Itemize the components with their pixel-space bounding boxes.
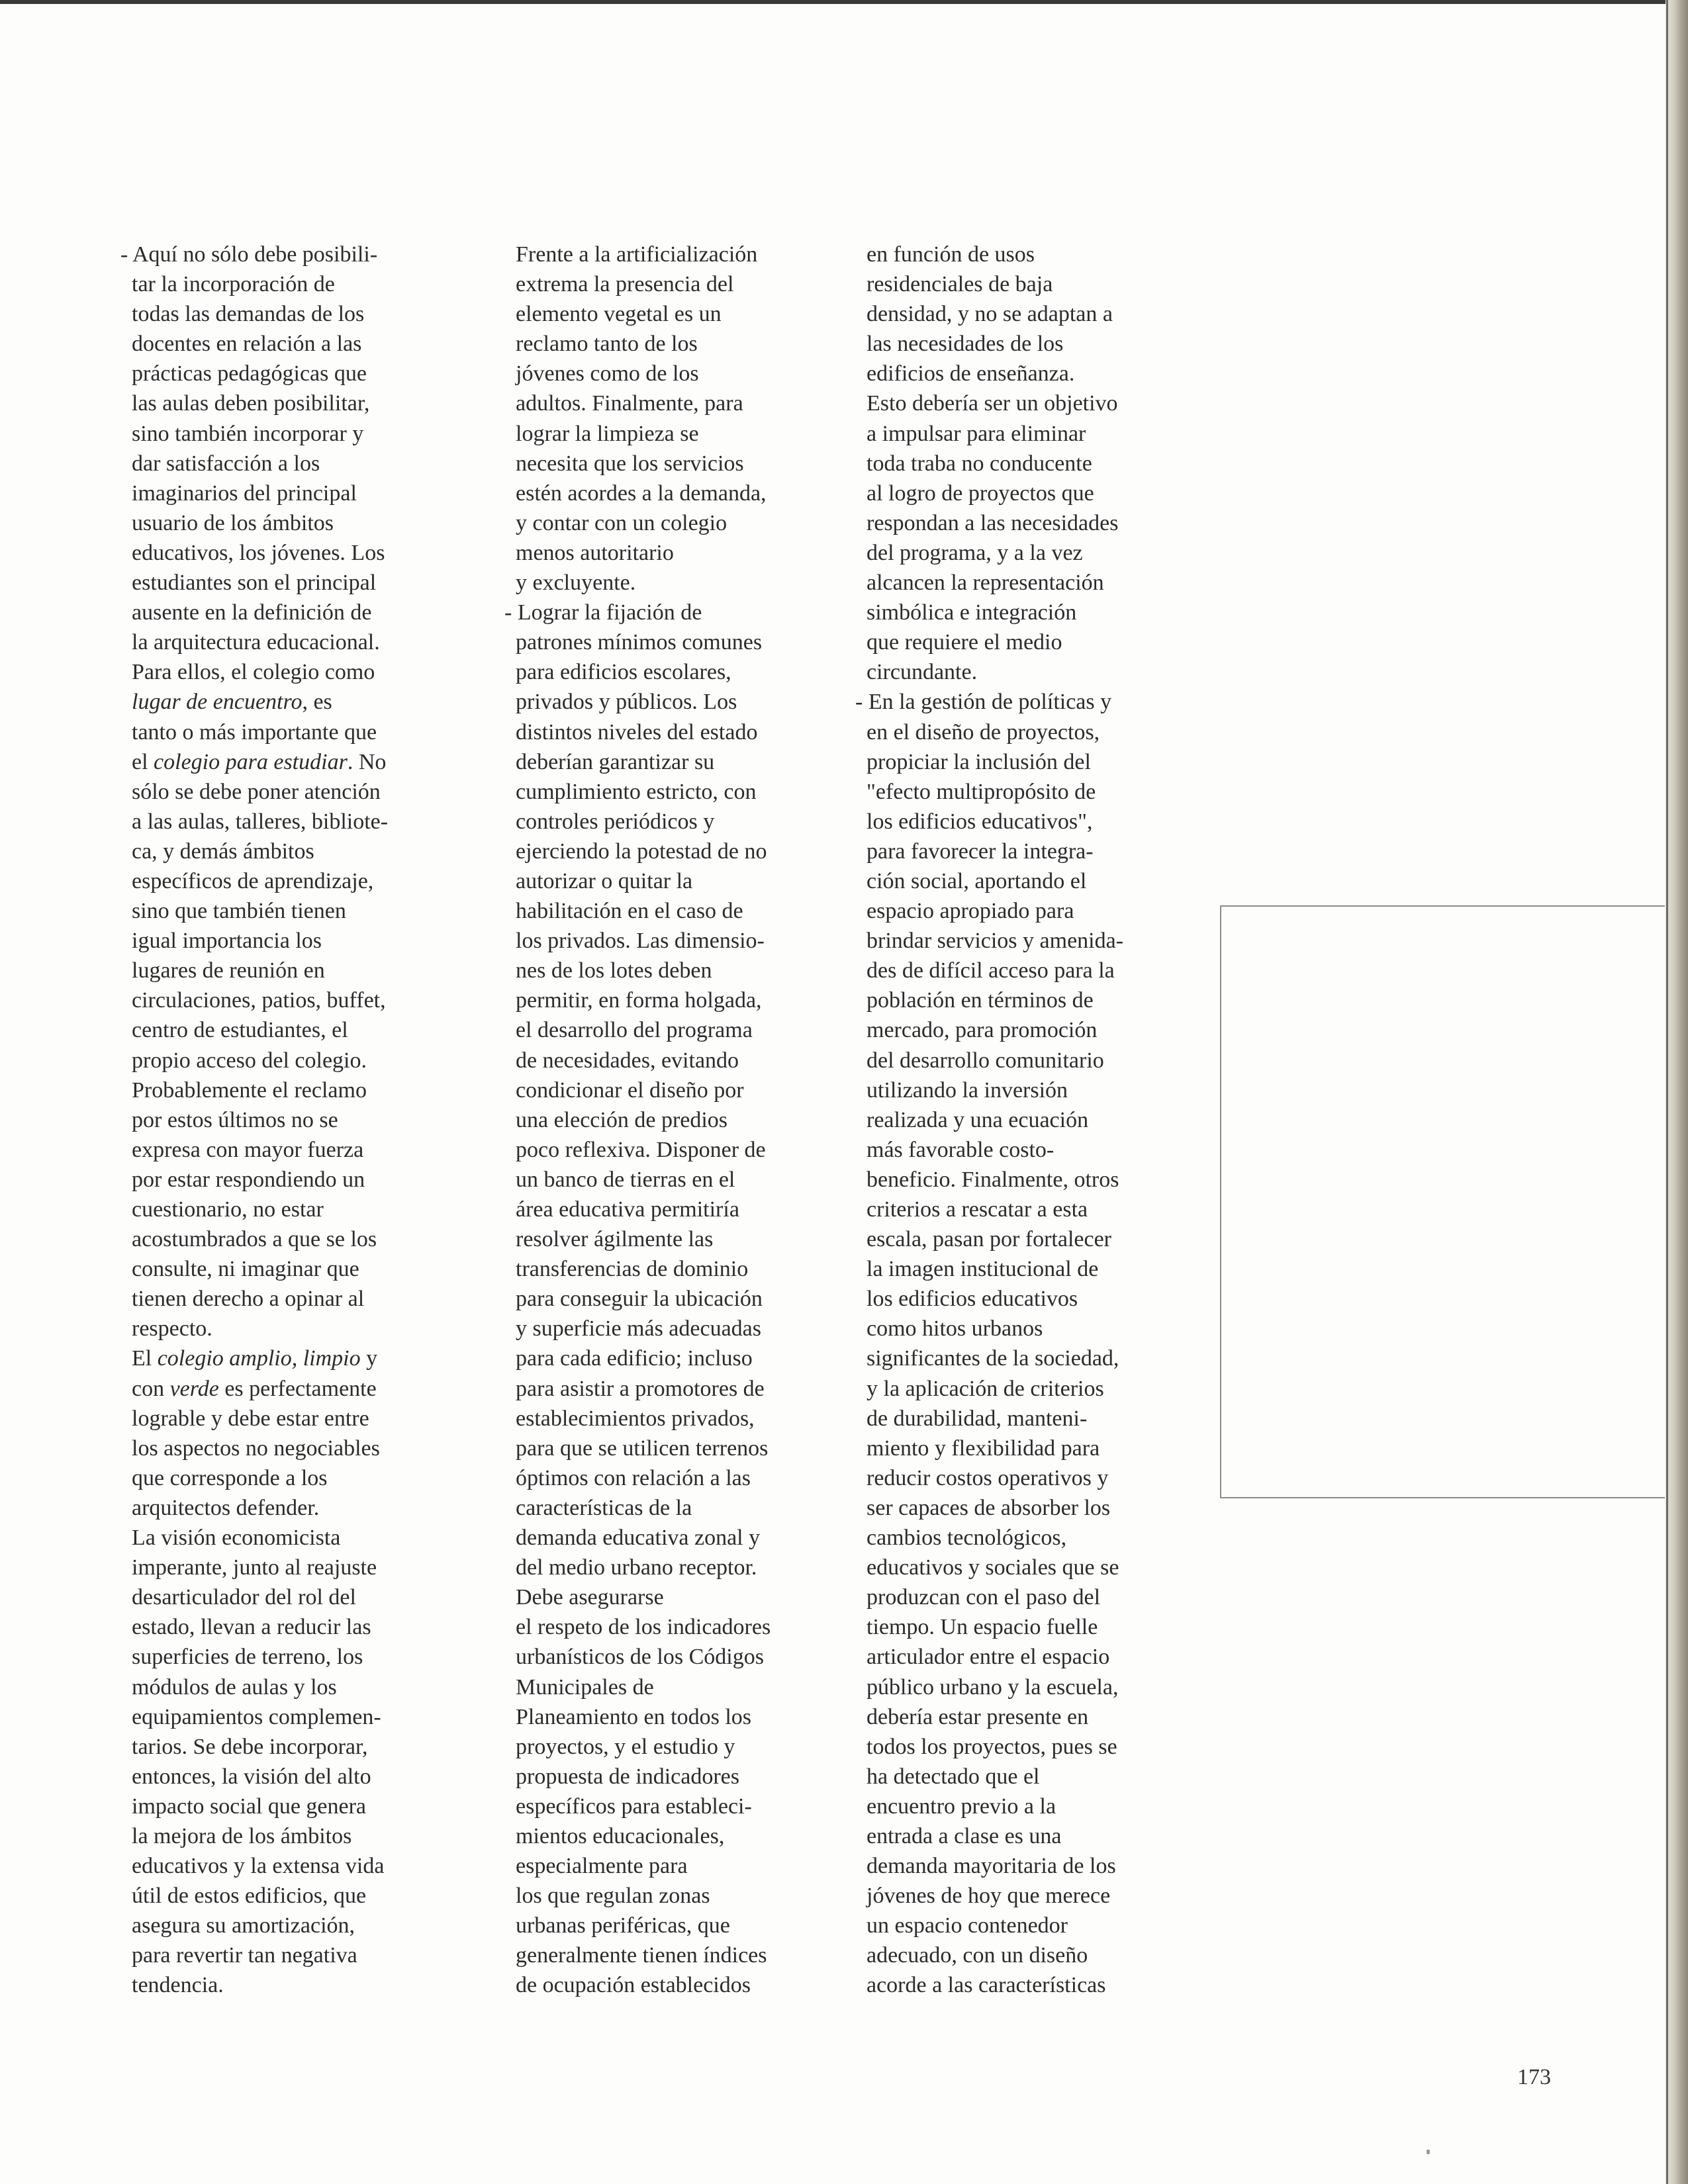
text-line: la imagen institucional de: [855, 1257, 1099, 1282]
text-line: el colegio para estudiar. No: [120, 749, 387, 774]
text-line: elemento vegetal es un: [504, 302, 722, 327]
text-line: por estos últimos no se: [120, 1107, 338, 1132]
text-column-2: [504, 240, 829, 2001]
text-line: cuestionario, no estar: [120, 1197, 324, 1222]
text-line: ha detectado que el: [855, 1764, 1040, 1789]
text-line: educativos y sociales que se: [855, 1555, 1119, 1580]
text-line: La visión economicista: [120, 1525, 341, 1551]
text-line: Planeamiento en todos los: [504, 1704, 752, 1729]
text-line: propio acceso del colegio.: [120, 1048, 367, 1073]
text-line: todas las demandas de los: [120, 302, 365, 327]
text-line: y contar con un colegio: [504, 510, 727, 535]
text-line: beneficio. Finalmente, otros: [855, 1167, 1119, 1192]
text-line: el respeto de los indicadores: [504, 1615, 771, 1640]
text-line: circulaciones, patios, buffet,: [120, 988, 386, 1013]
page-binding-edge: [1665, 0, 1688, 2184]
text-line: especialmente para: [504, 1854, 688, 1879]
text-line: en función de usos: [855, 242, 1035, 267]
text-line: para favorecer la integra-: [855, 839, 1094, 864]
text-line: la arquitectura educacional.: [120, 630, 380, 655]
text-line: circundante.: [855, 660, 978, 685]
text-line: consulte, ni imaginar que: [120, 1257, 359, 1282]
text-line: Para ellos, el colegio como: [120, 660, 375, 685]
text-line: extrema la presencia del: [504, 272, 734, 297]
text-line: urbanísticos de los Códigos: [504, 1645, 764, 1670]
text-line: utilizando la inversión: [855, 1077, 1068, 1103]
text-line: equipamientos complemen-: [120, 1704, 381, 1729]
text-line: imperante, junto al reajuste: [120, 1555, 377, 1580]
text-line: como hitos urbanos: [855, 1316, 1043, 1342]
text-line: tanto o más importante que: [120, 719, 377, 745]
text-line: un banco de tierras en el: [504, 1167, 735, 1192]
text-line: en el diseño de proyectos,: [855, 719, 1100, 745]
text-line: para asistir a promotores de: [504, 1376, 765, 1401]
text-line: área educativa permitiría: [504, 1197, 739, 1222]
text-line: asegura su amortización,: [120, 1913, 355, 1938]
text-line: propiciar la inclusión del: [855, 749, 1091, 774]
text-line: criterios a rescatar a esta: [855, 1197, 1088, 1222]
text-line: para conseguir la ubicación: [504, 1287, 763, 1312]
text-line: imaginarios del principal: [120, 480, 357, 506]
text-line: y excluyente.: [504, 570, 636, 596]
text-line: todos los proyectos, pues se: [855, 1734, 1117, 1759]
text-line: demanda educativa zonal y: [504, 1525, 761, 1551]
text-line: simbólica e integración: [855, 600, 1077, 625]
text-line: Frente a la artificialización: [504, 242, 758, 267]
text-line: ser capaces de absorber los: [855, 1495, 1111, 1520]
text-line: cumplimiento estricto, con: [504, 779, 757, 804]
text-line: - Lograr la fijación de: [504, 600, 702, 625]
text-line: mientos educacionales,: [504, 1823, 725, 1848]
text-line: docentes en relación a las: [120, 332, 362, 357]
text-line: reducir costos operativos y: [855, 1465, 1109, 1490]
text-line: específicos de aprendizaje,: [120, 868, 374, 893]
text-line: los edificios educativos: [855, 1287, 1078, 1312]
text-line: El colegio amplio, limpio y: [120, 1346, 378, 1371]
text-line: al logro de proyectos que: [855, 480, 1094, 506]
text-line: Probablemente el reclamo: [120, 1077, 367, 1103]
text-line: urbanas periféricas, que: [504, 1913, 730, 1938]
text-line: por estar respondiendo un: [120, 1167, 365, 1192]
text-line: alcancen la representación: [855, 570, 1104, 596]
text-line: y superficie más adecuadas: [504, 1316, 761, 1342]
text-line: un espacio contenedor: [855, 1913, 1068, 1938]
text-line: la mejora de los ámbitos: [120, 1823, 352, 1848]
text-line: óptimos con relación a las: [504, 1465, 751, 1490]
text-line: acorde a las características: [855, 1973, 1106, 1998]
text-line: entrada a clase es una: [855, 1823, 1062, 1848]
text-line: usuario de los ámbitos: [120, 510, 334, 535]
text-line: para cada edificio; incluso: [504, 1346, 753, 1371]
text-line: densidad, y no se adaptan a: [855, 302, 1113, 327]
text-line: escala, pasan por fortalecer: [855, 1227, 1111, 1252]
text-line: controles periódicos y: [504, 809, 715, 834]
text-line: con verde es perfectamente: [120, 1376, 377, 1401]
text-line: Esto debería ser un objetivo: [855, 391, 1118, 416]
text-line: reclamo tanto de los: [504, 332, 698, 357]
text-line: centro de estudiantes, el: [120, 1018, 348, 1043]
text-line: ción social, aportando el: [855, 868, 1087, 893]
text-line: los aspectos no negociables: [120, 1435, 380, 1461]
text-line: prácticas pedagógicas que: [120, 361, 367, 387]
text-line: los edificios educativos",: [855, 809, 1093, 834]
text-line: lograble y debe estar entre: [120, 1406, 369, 1431]
text-line: poco reflexiva. Disponer de: [504, 1137, 766, 1162]
text-line: y la aplicación de criterios: [855, 1376, 1104, 1401]
text-line: articulador entre el espacio: [855, 1645, 1110, 1670]
text-line: arquitectos defender.: [120, 1495, 320, 1520]
text-line: necesita que los servicios: [504, 451, 744, 476]
text-line: habilitación en el caso de: [504, 899, 743, 924]
text-line: adultos. Finalmente, para: [504, 391, 743, 416]
text-line: autorizar o quitar la: [504, 868, 693, 893]
text-line: estén acordes a la demanda,: [504, 480, 767, 506]
empty-image-frame: [1220, 905, 1665, 1498]
text-line: las necesidades de los: [855, 332, 1064, 357]
text-line: acostumbrados a que se los: [120, 1227, 377, 1252]
text-line: establecimientos privados,: [504, 1406, 755, 1431]
text-line: tarios. Se debe incorporar,: [120, 1734, 368, 1759]
text-line: las aulas deben posibilitar,: [120, 391, 370, 416]
text-line: los que regulan zonas: [504, 1884, 710, 1909]
text-line: para revertir tan negativa: [120, 1943, 357, 1968]
text-line: des de difícil acceso para la: [855, 958, 1115, 983]
text-line: cambios tecnológicos,: [855, 1525, 1067, 1551]
text-line: lograr la limpieza se: [504, 421, 699, 446]
paper-speck: [1427, 2150, 1430, 2154]
top-edge-rule: [0, 0, 1668, 4]
text-line: demanda mayoritaria de los: [855, 1854, 1116, 1879]
text-line: "efecto multipropósito de: [855, 779, 1096, 804]
text-line: que requiere el medio: [855, 630, 1062, 655]
text-line: del desarrollo comunitario: [855, 1048, 1104, 1073]
text-line: produzcan con el paso del: [855, 1585, 1101, 1610]
text-line: condicionar el diseño por: [504, 1077, 744, 1103]
text-line: proyectos, y el estudio y: [504, 1734, 735, 1759]
text-line: público urbano y la escuela,: [855, 1674, 1119, 1700]
text-line: de durabilidad, manteni-: [855, 1406, 1088, 1431]
page-number: 173: [1517, 2065, 1551, 2089]
text-line: útil de estos edificios, que: [120, 1884, 367, 1909]
text-line: igual importancia los: [120, 929, 322, 954]
text-line: expresa con mayor fuerza: [120, 1137, 364, 1162]
text-line: propuesta de indicadores: [504, 1764, 739, 1789]
text-line: patrones mínimos comunes: [504, 630, 763, 655]
text-line: Debe asegurarse: [504, 1585, 664, 1610]
text-line: superficies de terreno, los: [120, 1645, 363, 1670]
text-line: desarticulador del rol del: [120, 1585, 356, 1610]
text-line: ejerciendo la potestad de no: [504, 839, 767, 864]
text-line: tienen derecho a opinar al: [120, 1287, 365, 1312]
text-line: toda traba no conducente: [855, 451, 1092, 476]
text-line: una elección de predios: [504, 1107, 728, 1132]
text-line: estudiantes son el principal: [120, 570, 377, 596]
text-line: del medio urbano receptor.: [504, 1555, 757, 1580]
text-line: debería estar presente en: [855, 1704, 1089, 1729]
text-line: sino también incorporar y: [120, 421, 364, 446]
text-line: deberían garantizar su: [504, 749, 715, 774]
text-line: sólo se debe poner atención: [120, 779, 381, 804]
text-line: dar satisfacción a los: [120, 451, 320, 476]
text-line: espacio apropiado para: [855, 899, 1074, 924]
text-line: distintos niveles del estado: [504, 719, 758, 745]
text-line: resolver ágilmente las: [504, 1227, 714, 1252]
text-line: impacto social que genera: [120, 1794, 367, 1819]
text-line: permitir, en forma holgada,: [504, 988, 762, 1013]
text-line: adecuado, con un diseño: [855, 1943, 1088, 1968]
text-line: brindar servicios y amenida-: [855, 929, 1124, 954]
text-line: - En la gestión de políticas y: [855, 690, 1112, 715]
text-line: a las aulas, talleres, bibliote-: [120, 809, 389, 834]
text-line: estado, llevan a reducir las: [120, 1615, 371, 1640]
text-line: generalmente tienen índices: [504, 1943, 767, 1968]
text-line: características de la: [504, 1495, 692, 1520]
text-line: tar la incorporación de: [120, 272, 335, 297]
text-line: privados y públicos. Los: [504, 690, 737, 715]
text-line: población en términos de: [855, 988, 1094, 1013]
page-binding-line: [1666, 0, 1668, 2184]
text-line: a impulsar para eliminar: [855, 421, 1086, 446]
text-line: lugares de reunión en: [120, 958, 325, 983]
text-line: de necesidades, evitando: [504, 1048, 739, 1073]
text-line: para edificios escolares,: [504, 660, 731, 685]
text-line: edificios de enseñanza.: [855, 361, 1075, 387]
text-line: respecto.: [120, 1316, 212, 1342]
text-column-1: [120, 240, 445, 2001]
text-line: menos autoritario: [504, 540, 674, 565]
text-line: para que se utilicen terrenos: [504, 1435, 769, 1461]
text-line: respondan a las necesidades: [855, 510, 1119, 535]
text-line: residenciales de baja: [855, 272, 1053, 297]
text-line: módulos de aulas y los: [120, 1674, 337, 1700]
text-line: ca, y demás ámbitos: [120, 839, 314, 864]
text-line: que corresponde a los: [120, 1465, 328, 1490]
text-line: jóvenes como de los: [504, 361, 699, 387]
text-line: entonces, la visión del alto: [120, 1764, 371, 1789]
text-line: mercado, para promoción: [855, 1018, 1098, 1043]
text-line: el desarrollo del programa: [504, 1018, 753, 1043]
text-line: Municipales de: [504, 1674, 654, 1700]
text-column-3: [855, 240, 1199, 2001]
text-line: del programa, y a la vez: [855, 540, 1083, 565]
text-line: significantes de la sociedad,: [855, 1346, 1119, 1371]
text-line: - Aquí no sólo debe posibili-: [120, 242, 378, 267]
text-line: más favorable costo-: [855, 1137, 1055, 1162]
text-line: educativos y la extensa vida: [120, 1854, 385, 1879]
text-line: lugar de encuentro, es: [132, 690, 332, 715]
text-line: los privados. Las dimensio-: [504, 929, 765, 954]
text-line: tendencia.: [120, 1973, 224, 1998]
text-line: específicos para estableci-: [504, 1794, 752, 1819]
text-line: transferencias de dominio: [504, 1257, 749, 1282]
text-line: jóvenes de hoy que merece: [855, 1884, 1111, 1909]
text-line: encuentro previo a la: [855, 1794, 1056, 1819]
text-line: nes de los lotes deben: [504, 958, 712, 983]
text-line: tiempo. Un espacio fuelle: [855, 1615, 1098, 1640]
text-line: miento y flexibilidad para: [855, 1435, 1100, 1461]
text-line: realizada y una ecuación: [855, 1107, 1089, 1132]
text-line: sino que también tienen: [120, 899, 346, 924]
text-line: ausente en la definición de: [120, 600, 372, 625]
text-line: educativos, los jóvenes. Los: [120, 540, 385, 565]
text-line: de ocupación establecidos: [504, 1973, 751, 1998]
